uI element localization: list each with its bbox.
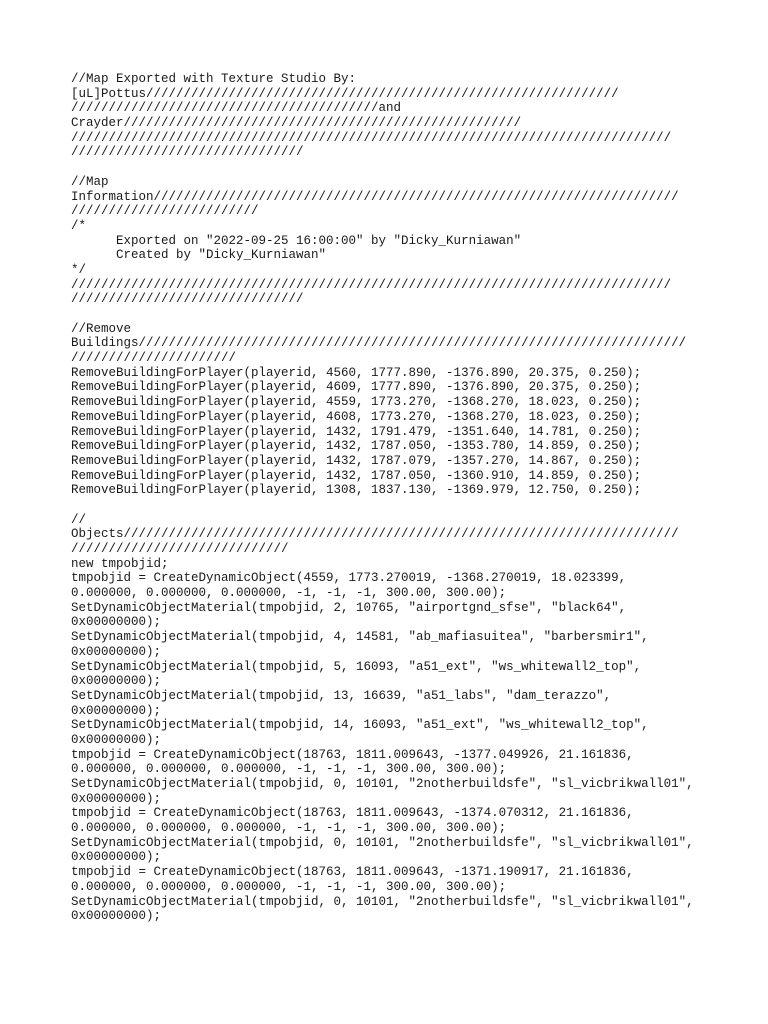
code-line: 0x00000000); (71, 644, 162, 659)
code-line: Created by "Dicky_Kurniawan" (71, 248, 327, 263)
code-line: 0.000000, 0.000000, 0.000000, -1, -1, -1, 300.00, 300.00); (71, 762, 507, 777)
code-line: Exported on "2022-09-25 16:00:00" by "Dicky_Kurniawan" (71, 233, 522, 248)
code-line: Buildings///////////////////////////////////////////////////////////////////////// (71, 336, 687, 351)
code-line: SetDynamicObjectMaterial(tmpobjid, 0, 10101, "2notherbuildsfe", "sl_vicbrikwall01", (71, 894, 694, 909)
code-line (71, 498, 711, 513)
code-line (71, 160, 711, 175)
code-line: new tmpobjid; (71, 556, 169, 571)
code-line: //Map (71, 174, 109, 189)
code-line: RemoveBuildingForPlayer(playerid, 1432, 1787.079, -1357.270, 14.867, 0.250); (71, 453, 642, 468)
code-line: SetDynamicObjectMaterial(tmpobjid, 0, 10101, "2notherbuildsfe", "sl_vicbrikwall01", (71, 777, 694, 791)
code-listing (71, 72, 711, 924)
code-line: 0.000000, 0.000000, 0.000000, -1, -1, -1, 300.00, 300.00); (71, 821, 507, 836)
code-line: RemoveBuildingForPlayer(playerid, 1432, 1787.050, -1360.910, 14.859, 0.250); (71, 468, 642, 483)
code-line: RemoveBuildingForPlayer(playerid, 1432, 1787.050, -1353.780, 14.859, 0.250); (71, 439, 642, 454)
code-line: tmpobjid = CreateDynamicObject(18763, 1811.009643, -1374.070312, 21.161836, (71, 806, 634, 821)
code-line: RemoveBuildingForPlayer(playerid, 4608, 1773.270, -1368.270, 18.023, 0.250); (71, 409, 642, 424)
code-line: 0x00000000); (71, 850, 162, 865)
code-line: /////////////////////////////// (71, 292, 304, 307)
code-line: 0.000000, 0.000000, 0.000000, -1, -1, -1, 300.00, 300.00); (71, 586, 507, 601)
code-line: SetDynamicObjectMaterial(tmpobjid, 5, 16093, "a51_ext", "ws_whitewall2_top", (71, 659, 642, 674)
code-line: /* (71, 218, 87, 233)
code-line: // (71, 512, 87, 527)
code-line: ///////////////////////// (71, 204, 259, 219)
code-line: Crayder///////////////////////////////////////////////////// (71, 116, 522, 131)
code-line: 0x00000000); (71, 791, 162, 806)
code-line: SetDynamicObjectMaterial(tmpobjid, 2, 10765, "airportgnd_sfse", "black64", (71, 600, 627, 615)
code-line: tmpobjid = CreateDynamicObject(4559, 1773.270019, -1368.270019, 18.023399, (71, 571, 627, 586)
code-line: //Remove (71, 321, 132, 336)
code-line: 0x00000000); (71, 732, 162, 747)
code-line: //////////////////////////////////////////////////////////////////////////////// (71, 277, 672, 292)
code-line: ////////////////////// (71, 351, 237, 366)
code-line: */ (71, 262, 87, 277)
code-line: 0.000000, 0.000000, 0.000000, -1, -1, -1, 300.00, 300.00); (71, 879, 507, 894)
code-line: RemoveBuildingForPlayer(playerid, 1308, 1837.130, -1369.979, 12.750, 0.250); (71, 483, 642, 498)
code-line: RemoveBuildingForPlayer(playerid, 4609, 1777.890, -1376.890, 20.375, 0.250); (71, 380, 642, 395)
code-line: SetDynamicObjectMaterial(tmpobjid, 14, 16093, "a51_ext", "ws_whitewall2_top", (71, 718, 649, 733)
code-line: SetDynamicObjectMaterial(tmpobjid, 0, 10101, "2notherbuildsfe", "sl_vicbrikwall01", (71, 835, 694, 850)
code-line: SetDynamicObjectMaterial(tmpobjid, 13, 16639, "a51_labs", "dam_terazzo", (71, 688, 612, 703)
code-line: RemoveBuildingForPlayer(playerid, 1432, 1791.479, -1351.640, 14.781, 0.250); (71, 424, 642, 439)
code-line: tmpobjid = CreateDynamicObject(18763, 1811.009643, -1371.190917, 21.161836, (71, 865, 634, 880)
code-line: tmpobjid = CreateDynamicObject(18763, 1811.009643, -1377.049926, 21.161836, (71, 747, 634, 762)
code-line: 0x00000000); (71, 909, 162, 924)
code-line: ///////////////////////////// (71, 542, 289, 556)
code-line: Information////////////////////////////////////////////////////////////////////// (71, 189, 679, 204)
code-line: RemoveBuildingForPlayer(playerid, 4559, 1773.270, -1368.270, 18.023, 0.250); (71, 395, 642, 410)
code-line: 0x00000000); (71, 615, 162, 630)
code-line: 0x00000000); (71, 703, 162, 718)
code-line: /////////////////////////////// (71, 145, 304, 160)
code-line: 0x00000000); (71, 674, 162, 689)
code-line (71, 307, 711, 322)
code-line: Objects////////////////////////////////////////////////////////////////////////// (71, 527, 679, 542)
code-line: //////////////////////////////////////////////////////////////////////////////// (71, 130, 672, 145)
code-line: //Map Exported with Texture Studio By: (71, 72, 357, 86)
code-line: /////////////////////////////////////////and (71, 101, 402, 116)
code-line: RemoveBuildingForPlayer(playerid, 4560, 1777.890, -1376.890, 20.375, 0.250); (71, 365, 642, 380)
code-line: SetDynamicObjectMaterial(tmpobjid, 4, 14581, "ab_mafiasuitea", "barbersmir1", (71, 630, 649, 645)
code-line: [uL]Pottus/////////////////////////////////////////////////////////////// (71, 86, 619, 101)
